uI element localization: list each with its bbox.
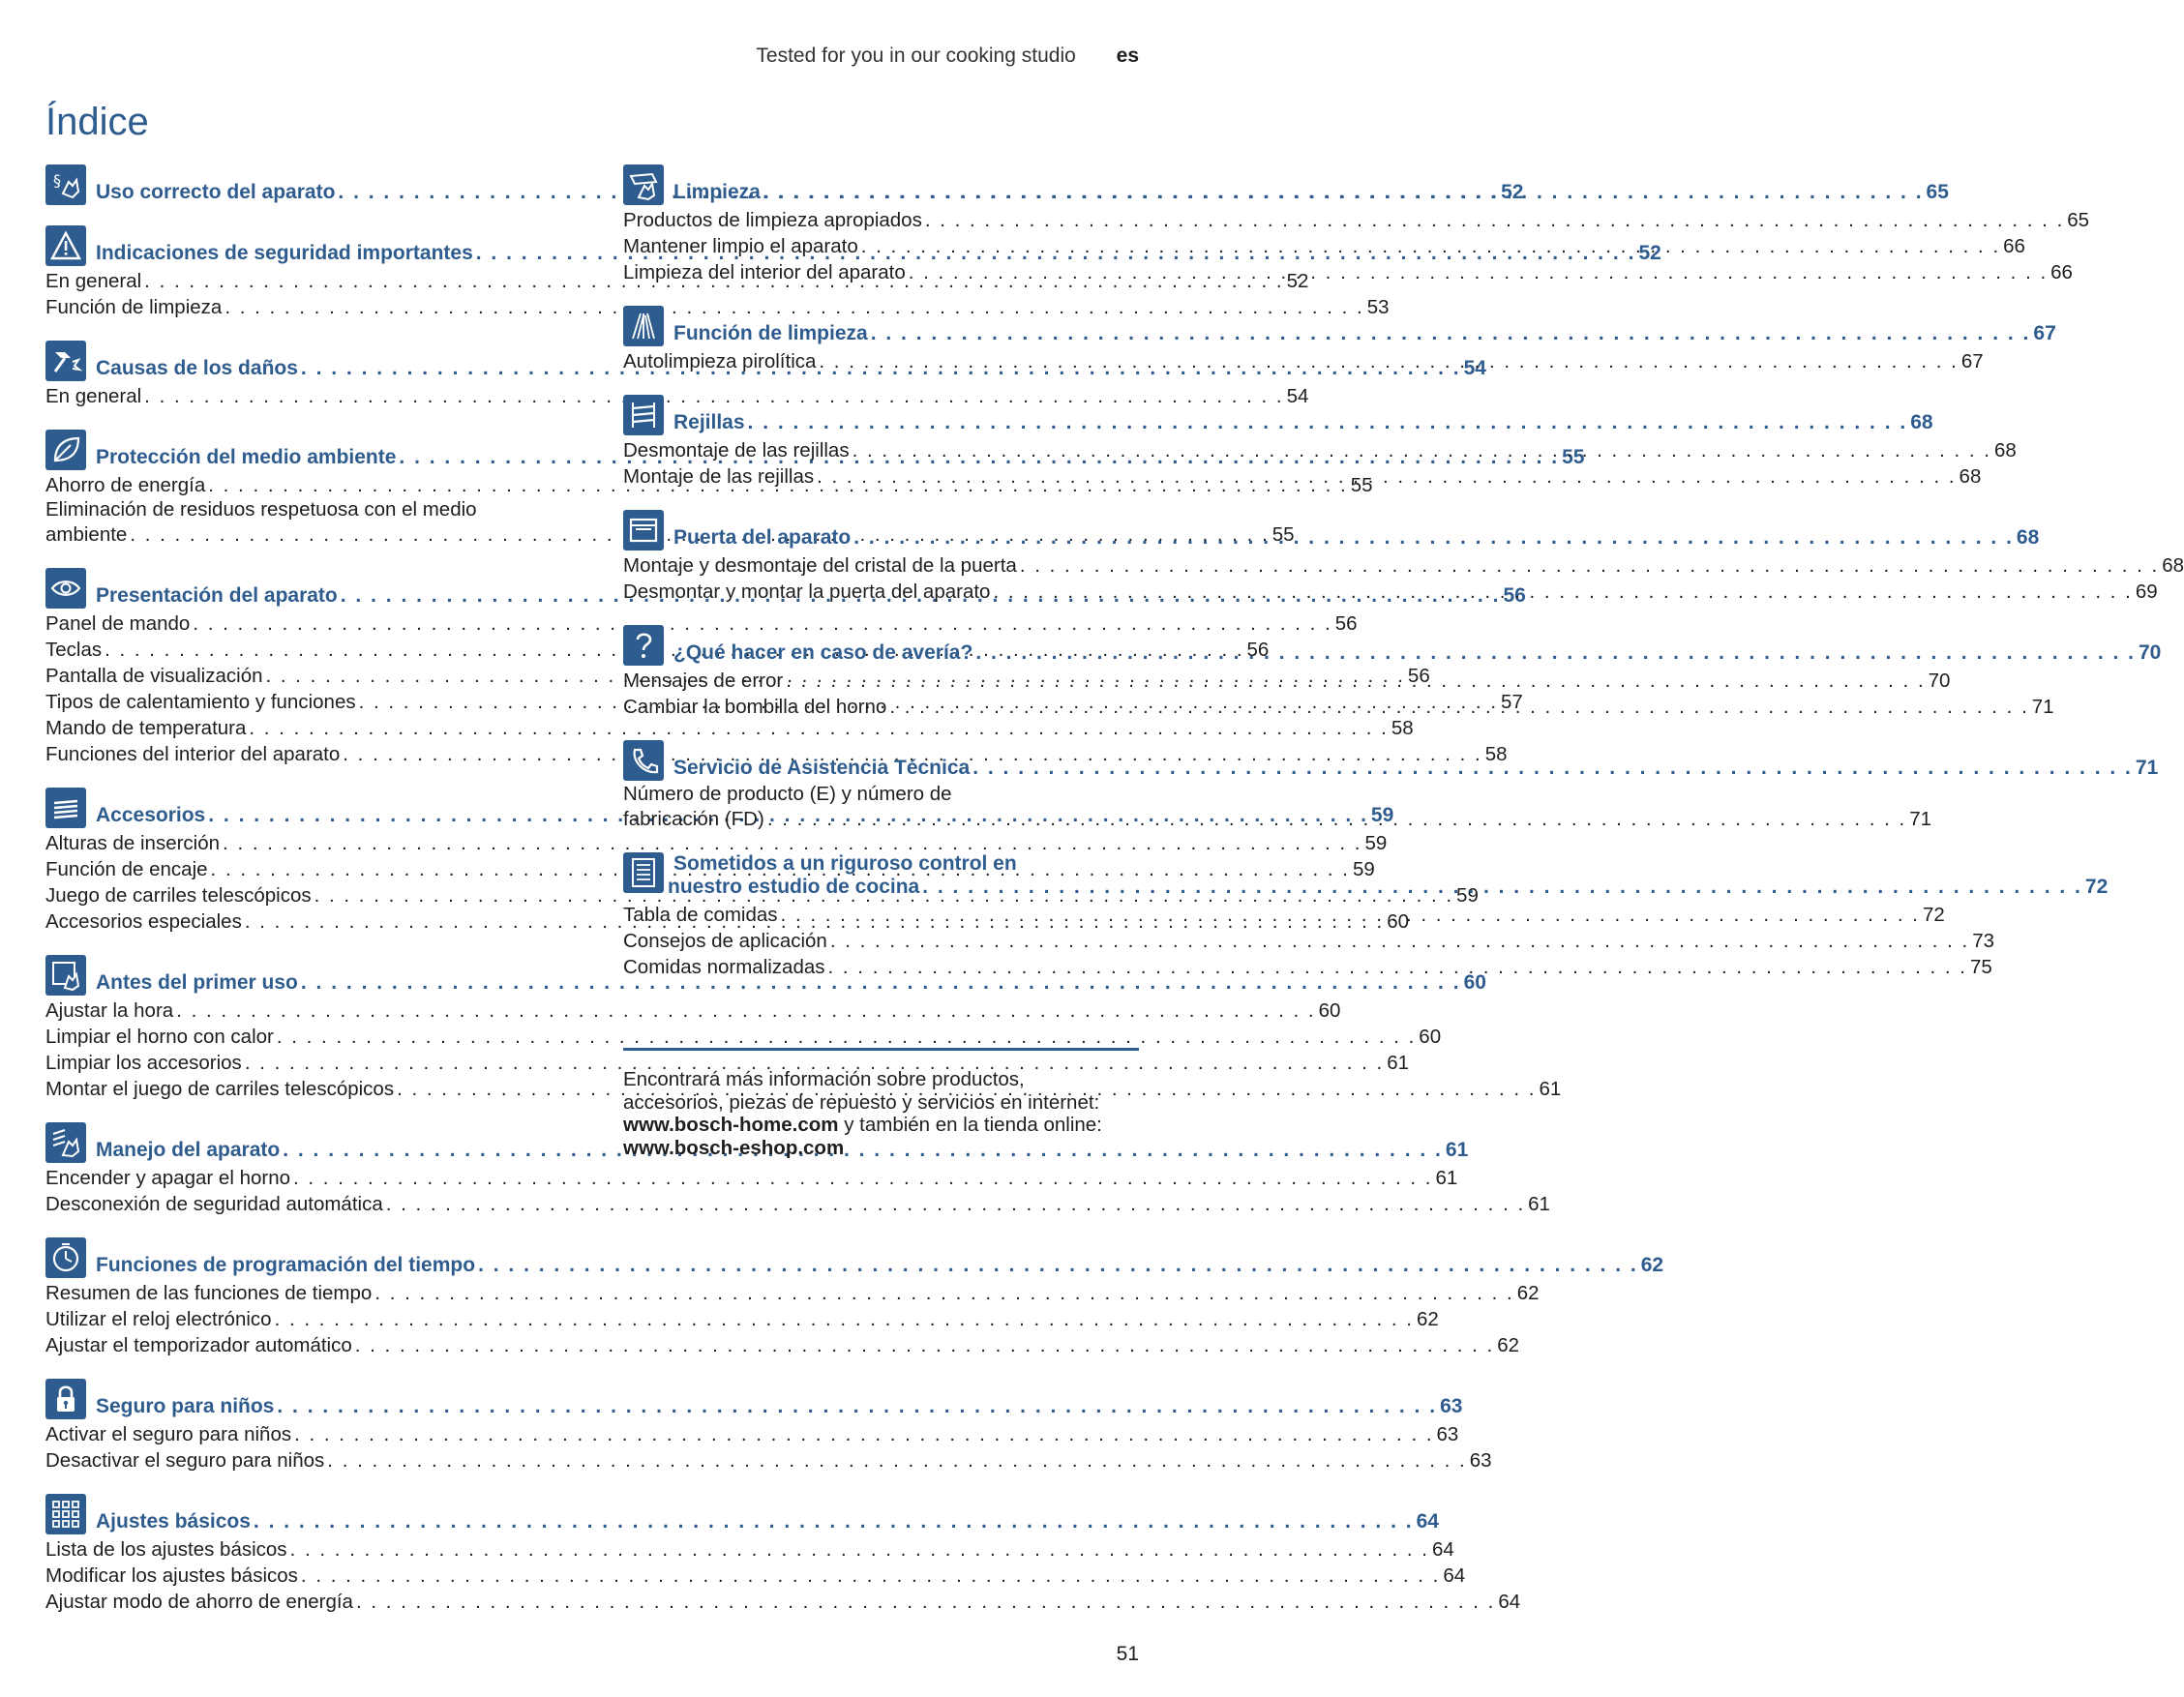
entry-page: 58	[1484, 743, 1508, 765]
section-title-text: Protección del medio ambiente	[96, 446, 397, 468]
section-title-text: Seguro para niños	[96, 1395, 275, 1417]
section-title-text: Puerta del aparato	[673, 526, 852, 549]
entry-text: Funciones del interior del aparato	[45, 743, 341, 765]
section-title[interactable]	[673, 757, 2158, 781]
entry-text: Función de limpieza	[45, 296, 223, 318]
section-title-line1: Sometidos a un riguroso control en	[673, 852, 1017, 875]
entry-text: Limpiar los accesorios	[45, 1052, 242, 1074]
section-heading[interactable]	[45, 1237, 1664, 1278]
leader-dots	[922, 876, 2082, 898]
toc-section	[45, 1237, 1664, 1358]
leaf-icon-svg	[49, 433, 82, 466]
entry-page: 54	[1286, 385, 1309, 407]
entry-page: 60	[1419, 1026, 1442, 1048]
leader-dots	[254, 1510, 1414, 1533]
entry-page: 59	[1352, 858, 1375, 880]
warning-triangle-icon	[45, 225, 86, 266]
running-header	[756, 45, 1139, 68]
section-page: 55	[1562, 446, 1585, 468]
entry-page: 62	[1497, 1334, 1519, 1356]
section-page: 67	[2033, 322, 2056, 344]
racks-icon	[623, 395, 664, 435]
entry-line	[45, 1165, 1458, 1191]
section-entries	[45, 1280, 1540, 1358]
question-icon	[623, 625, 664, 666]
section-title-line	[673, 641, 2161, 665]
grid-settings-icon-svg	[49, 1498, 82, 1531]
oven-door-icon-svg	[627, 514, 660, 547]
safety-hand-icon	[45, 164, 86, 205]
leader-dots	[748, 411, 1908, 434]
phone-icon	[623, 740, 664, 781]
entry-text: Montaje de las rejillas	[623, 465, 815, 488]
section-page: 70	[2139, 641, 2162, 664]
toc-entry[interactable]	[45, 830, 1388, 856]
leader-dots	[786, 668, 1925, 694]
entry-line	[45, 715, 1414, 741]
leader-dots	[356, 1589, 1495, 1615]
entry-page: 69	[2135, 581, 2158, 603]
entry-text: En general	[45, 385, 142, 407]
leader-dots	[386, 1191, 1525, 1217]
grid-settings-icon	[45, 1494, 86, 1534]
entry-page: 75	[1969, 956, 1992, 978]
entry-text: Autolimpieza pirolítica	[623, 350, 817, 372]
leader-dots	[781, 902, 1920, 928]
entry-text-line1: Número de producto (E) y número de	[623, 783, 952, 805]
entry-page: 63	[1436, 1423, 1459, 1445]
section-title[interactable]	[673, 411, 1933, 435]
section-title-text: Uso correcto del aparato	[96, 181, 336, 203]
entry-line	[623, 954, 1992, 980]
section-page: 52	[1638, 242, 1661, 264]
leader-dots	[871, 322, 2031, 345]
section-page: 68	[1910, 411, 1933, 433]
entry-page: 64	[1443, 1564, 1466, 1587]
entry-page: 60	[1387, 910, 1410, 933]
section-page: 64	[1416, 1510, 1439, 1533]
entry-page: 52	[1286, 270, 1309, 292]
clock-icon-svg	[49, 1241, 82, 1274]
leader-dots	[290, 1536, 1429, 1563]
section-title-text: ¿Qué hacer en caso de avería?	[673, 641, 973, 664]
pyrolytic-lines-icon	[623, 306, 664, 346]
entry-text: Alturas de inserción	[45, 832, 221, 854]
page-title: Índice	[45, 101, 149, 143]
entry-text: fabricación (FD)	[623, 808, 764, 830]
entry-text: Panel de mando	[45, 612, 191, 635]
leader-dots	[294, 1421, 1433, 1447]
info-text-3: y también en la tienda online:	[838, 1114, 1102, 1136]
toc-entry[interactable]	[45, 1165, 1458, 1191]
entry-text: Consejos de aplicación	[623, 930, 827, 952]
entry-text: Tabla de comidas	[623, 904, 778, 926]
page-number: 51	[1116, 1643, 1139, 1665]
entry-line	[45, 1447, 1492, 1474]
entry-text: Ajustar el temporizador automático	[45, 1334, 352, 1356]
entry-page: 70	[1928, 670, 1951, 692]
entry-page: 73	[1972, 930, 1995, 952]
entry-page: 65	[2067, 209, 2090, 231]
toc-entry[interactable]	[45, 1306, 1439, 1332]
leader-dots	[975, 641, 2136, 665]
entry-text: Encender y apagar el horno	[45, 1167, 291, 1189]
entry-page: 61	[1435, 1167, 1458, 1189]
toc-entry[interactable]	[45, 1421, 1459, 1447]
section-title-line	[96, 1254, 1663, 1277]
entry-line	[45, 741, 1508, 767]
leader-dots	[293, 1165, 1432, 1191]
eye-icon-svg	[49, 572, 82, 605]
accessories-tray-icon	[45, 788, 86, 828]
leader-dots	[889, 694, 2028, 720]
entry-page: 58	[1391, 717, 1414, 739]
leader-dots	[355, 1332, 1494, 1358]
leader-dots	[993, 579, 2132, 605]
entry-line	[45, 383, 1309, 409]
section-title-text: Funciones de programación del tiempo	[96, 1254, 476, 1276]
running-title: Tested for you in our cooking studio	[756, 45, 1076, 67]
section-page: 72	[2084, 876, 2109, 898]
leader-dots	[819, 348, 1958, 374]
hammer-damage-icon	[45, 341, 86, 381]
section-page: 65	[1926, 181, 1949, 203]
entry-page: 67	[1960, 350, 1984, 372]
section-title[interactable]	[673, 526, 2039, 551]
section-title-text: nuestro estudio de cocina	[668, 876, 920, 898]
entry-text: Mensajes de error	[623, 670, 784, 692]
entry-page: 68	[1959, 465, 1982, 488]
section-title-line	[96, 1510, 1439, 1533]
entry-page: 62	[1516, 1282, 1540, 1304]
toc-entry[interactable]	[45, 294, 1390, 320]
section-page: 60	[1463, 971, 1486, 994]
section-title[interactable]	[673, 641, 2161, 666]
entry-page: 71	[2031, 696, 2054, 718]
toc-section	[45, 1494, 1521, 1615]
entry-text: Productos de limpieza apropiados	[623, 209, 922, 231]
entry-page: 61	[1528, 1193, 1550, 1215]
first-use-hand-icon-svg	[49, 959, 82, 992]
section-page: 56	[1503, 584, 1526, 607]
entry-text: En general	[45, 270, 142, 292]
toc-entry[interactable]	[45, 1050, 1410, 1076]
language-code: es	[1116, 45, 1139, 67]
entry-page: 57	[1501, 691, 1523, 713]
entry-text: Limpiar el horno con calor	[45, 1026, 274, 1048]
section-page: 61	[1445, 1139, 1469, 1161]
entry-page: 68	[2162, 554, 2184, 577]
leader-dots	[763, 181, 1924, 204]
entry-line	[45, 1050, 1410, 1076]
entry-page: 66	[2050, 261, 2073, 283]
section-entries	[45, 1536, 1521, 1615]
entry-text: Pantalla de visualización	[45, 665, 263, 687]
section-title[interactable]	[668, 852, 2109, 900]
entry-line	[45, 1024, 1442, 1050]
toc-entry[interactable]	[45, 1447, 1492, 1474]
entry-line	[45, 1280, 1540, 1306]
racks-icon-svg	[627, 399, 660, 432]
toc-entry[interactable]	[623, 928, 1995, 954]
question-icon-svg	[627, 629, 660, 662]
section-title-line	[673, 411, 1933, 434]
section-title-text: Indicaciones de seguridad importantes	[96, 242, 473, 264]
section-title-text: Limpieza	[673, 181, 761, 203]
leader-dots	[972, 757, 2133, 780]
link-bosch-home[interactable]: www.bosch-home.com	[623, 1114, 839, 1136]
entry-text: Limpieza del interior del aparato	[623, 261, 906, 283]
entry-line	[45, 1421, 1459, 1447]
section-page: 59	[1370, 804, 1394, 826]
entry-text: Montar el juego de carriles telescópicos	[45, 1078, 395, 1100]
toc-entry[interactable]	[623, 207, 2090, 233]
leaf-icon	[45, 430, 86, 470]
entry-text: Mando de temperatura	[45, 717, 247, 739]
entry-page: 61	[1387, 1052, 1410, 1074]
leader-dots	[277, 1024, 1416, 1050]
accessories-tray-icon-svg	[49, 791, 82, 824]
entry-text: Utilizar el reloj electrónico	[45, 1308, 272, 1330]
safety-hand-icon-svg	[49, 168, 82, 201]
entry-text: Teclas	[45, 639, 103, 661]
cleaning-cloth-icon-svg	[627, 168, 660, 201]
section-title-text: Ajustes básicos	[96, 1510, 251, 1533]
leader-dots	[828, 954, 1967, 980]
document-list-icon	[623, 852, 664, 893]
entry-page: 72	[1922, 904, 1945, 926]
entry-line	[45, 997, 1341, 1024]
section-heading[interactable]	[45, 1494, 1439, 1534]
lock-icon	[45, 1379, 86, 1419]
toc-entry[interactable]	[45, 1280, 1540, 1306]
section-title-text: Presentación del aparato	[96, 584, 338, 607]
toc-entry[interactable]	[45, 383, 1309, 409]
section-title-text: Rejillas	[673, 411, 745, 433]
entry-page: 64	[1498, 1591, 1521, 1613]
entry-line	[623, 207, 2090, 233]
entry-line	[45, 1332, 1519, 1358]
toc-entry[interactable]	[45, 1536, 1454, 1563]
entry-page: 59	[1364, 832, 1388, 854]
section-entries	[45, 1165, 1550, 1217]
clock-icon	[45, 1237, 86, 1278]
svg-text:§: §	[53, 171, 61, 190]
hammer-damage-icon-svg	[49, 344, 82, 377]
leader-dots	[275, 1306, 1414, 1332]
entry-text: Ajustar modo de ahorro de energía	[45, 1591, 353, 1613]
section-title-line	[673, 181, 1949, 204]
toc-entry[interactable]	[45, 997, 1341, 1024]
toc-section	[45, 1379, 1492, 1474]
warning-triangle-icon-svg	[49, 229, 82, 262]
link-bosch-eshop[interactable]: www.bosch-eshop.com	[623, 1136, 845, 1159]
entry-text: Mantener limpio el aparato	[623, 235, 858, 257]
leader-dots	[817, 463, 1956, 490]
leader-dots	[925, 207, 2064, 233]
section-title-text: Causas de los daños	[96, 357, 298, 379]
cleaning-cloth-icon	[623, 164, 664, 205]
section-title-text: Manejo del aparato	[96, 1139, 281, 1161]
leader-dots	[861, 233, 2000, 259]
entry-line	[623, 552, 2184, 579]
leader-dots	[277, 1395, 1437, 1418]
section-title[interactable]	[673, 181, 1949, 205]
info-text-1: Encontrará más información sobre productos,	[623, 1068, 1025, 1090]
toc-entry[interactable]	[623, 552, 2184, 579]
entry-line	[45, 294, 1390, 320]
section-title-text: Función de limpieza	[673, 322, 868, 344]
info-divider	[623, 1048, 1139, 1051]
section-title-line	[673, 526, 2039, 550]
entry-line	[623, 928, 1995, 954]
first-use-hand-icon	[45, 955, 86, 996]
entry-line	[45, 1306, 1439, 1332]
section-title-text: Servicio de Asistencia Técnica	[673, 757, 971, 779]
entry-text: Tipos de calentamiento y funciones	[45, 691, 356, 713]
entry-page: 56	[1407, 665, 1430, 687]
section-entries	[45, 1421, 1492, 1474]
toc-entry[interactable]	[45, 741, 1508, 767]
toc-entry[interactable]	[45, 715, 1414, 741]
section-title[interactable]	[96, 1510, 1439, 1534]
entry-line	[45, 830, 1388, 856]
entry-text: Juego de carriles telescópicos	[45, 884, 312, 907]
section-page: 71	[2135, 757, 2159, 779]
section-title-line	[673, 757, 2158, 780]
entry-text: Desactivar el seguro para niños	[45, 1449, 325, 1472]
section-page: 52	[1501, 181, 1524, 203]
leader-dots	[301, 1563, 1440, 1589]
toc-entry[interactable]	[45, 1563, 1466, 1589]
section-title-text: Antes del primer uso	[96, 971, 298, 994]
toc-entry[interactable]	[45, 1024, 1442, 1050]
entry-page: 60	[1318, 999, 1341, 1022]
leader-dots	[327, 1447, 1466, 1474]
section-title-line	[96, 1395, 1462, 1418]
entry-text: Desmontaje de las rejillas	[623, 439, 850, 461]
toc-entry[interactable]	[45, 1191, 1550, 1217]
entry-line	[45, 1536, 1454, 1563]
leader-dots	[374, 1280, 1513, 1306]
section-title[interactable]	[96, 1395, 1462, 1419]
toc-entry[interactable]	[623, 954, 1992, 980]
section-page: 62	[1640, 1254, 1664, 1276]
leader-dots	[853, 437, 1991, 463]
section-title-line2	[668, 876, 2108, 899]
entry-page: 64	[1431, 1538, 1454, 1561]
entry-text: Cambiar la bombilla del horno	[623, 696, 887, 718]
entry-text: Accesorios especiales	[45, 910, 242, 933]
toc-entry[interactable]	[45, 1332, 1519, 1358]
toc-entry[interactable]	[45, 610, 1358, 637]
section-heading[interactable]	[45, 1379, 1463, 1419]
lock-icon-svg	[49, 1383, 82, 1415]
entry-text: ambiente	[45, 523, 128, 546]
entry-page: 71	[1909, 808, 1932, 830]
entry-text: Lista de los ajustes básicos	[45, 1538, 287, 1561]
section-title[interactable]	[673, 322, 2056, 346]
entry-page: 66	[2003, 235, 2025, 257]
info-block	[623, 1068, 1146, 1159]
section-title[interactable]	[96, 1254, 1663, 1278]
entry-page: 53	[1366, 296, 1390, 318]
leader-dots	[1020, 552, 2159, 579]
entry-page: 62	[1416, 1308, 1439, 1330]
entry-text: Ajustar la hora	[45, 999, 174, 1022]
section-title-text: Accesorios	[96, 804, 206, 826]
entry-page: 56	[1334, 612, 1358, 635]
entry-text: Comidas normalizadas	[623, 956, 825, 978]
entry-text: Resumen de las funciones de tiempo	[45, 1282, 373, 1304]
section-entries	[45, 383, 1309, 409]
section-page: 63	[1440, 1395, 1463, 1417]
leader-dots	[767, 806, 1906, 832]
entry-text-line1: Eliminación de residuos respetuosa con el medio	[45, 498, 477, 521]
section-page: 54	[1463, 357, 1486, 379]
section-title-line	[673, 322, 2056, 345]
entry-line	[45, 1589, 1521, 1615]
entry-text: Desconexión de seguridad automática	[45, 1193, 383, 1215]
pyrolytic-lines-icon-svg	[627, 310, 660, 342]
entry-line	[45, 610, 1358, 637]
entry-line	[45, 1563, 1466, 1589]
leader-dots	[830, 928, 1969, 954]
entry-text: Montaje y desmontaje del cristal de la puerta	[623, 554, 1017, 577]
entry-page: 63	[1469, 1449, 1492, 1472]
entry-page: 55	[1350, 474, 1373, 496]
leader-dots	[478, 1254, 1638, 1277]
operation-hand-icon	[45, 1122, 86, 1163]
entry-page: 55	[1272, 523, 1295, 546]
eye-icon	[45, 568, 86, 609]
document-list-icon-svg	[627, 856, 660, 889]
entry-text: Función de encaje	[45, 858, 208, 880]
entry-text: Modificar los ajustes básicos	[45, 1564, 298, 1587]
info-text-2: accesorios, piezas de repuesto y servicios en internet:	[623, 1090, 1100, 1114]
leader-dots	[853, 526, 2014, 550]
leader-dots	[909, 259, 2048, 285]
section-page: 68	[2016, 526, 2040, 549]
entry-text: Ahorro de energía	[45, 474, 206, 496]
phone-icon-svg	[627, 744, 660, 777]
entry-page: 59	[1456, 884, 1479, 907]
operation-hand-icon-svg	[49, 1126, 82, 1159]
toc-entry[interactable]	[45, 1589, 1521, 1615]
entry-page: 68	[1994, 439, 2017, 461]
entry-page: 56	[1246, 639, 1270, 661]
leader-dots	[176, 997, 1315, 1024]
entry-text: Activar el seguro para niños	[45, 1423, 292, 1445]
entry-text: Desmontar y montar la puerta del aparato	[623, 581, 991, 603]
entry-line	[45, 1191, 1550, 1217]
entry-page: 61	[1539, 1078, 1562, 1100]
oven-door-icon	[623, 510, 664, 551]
